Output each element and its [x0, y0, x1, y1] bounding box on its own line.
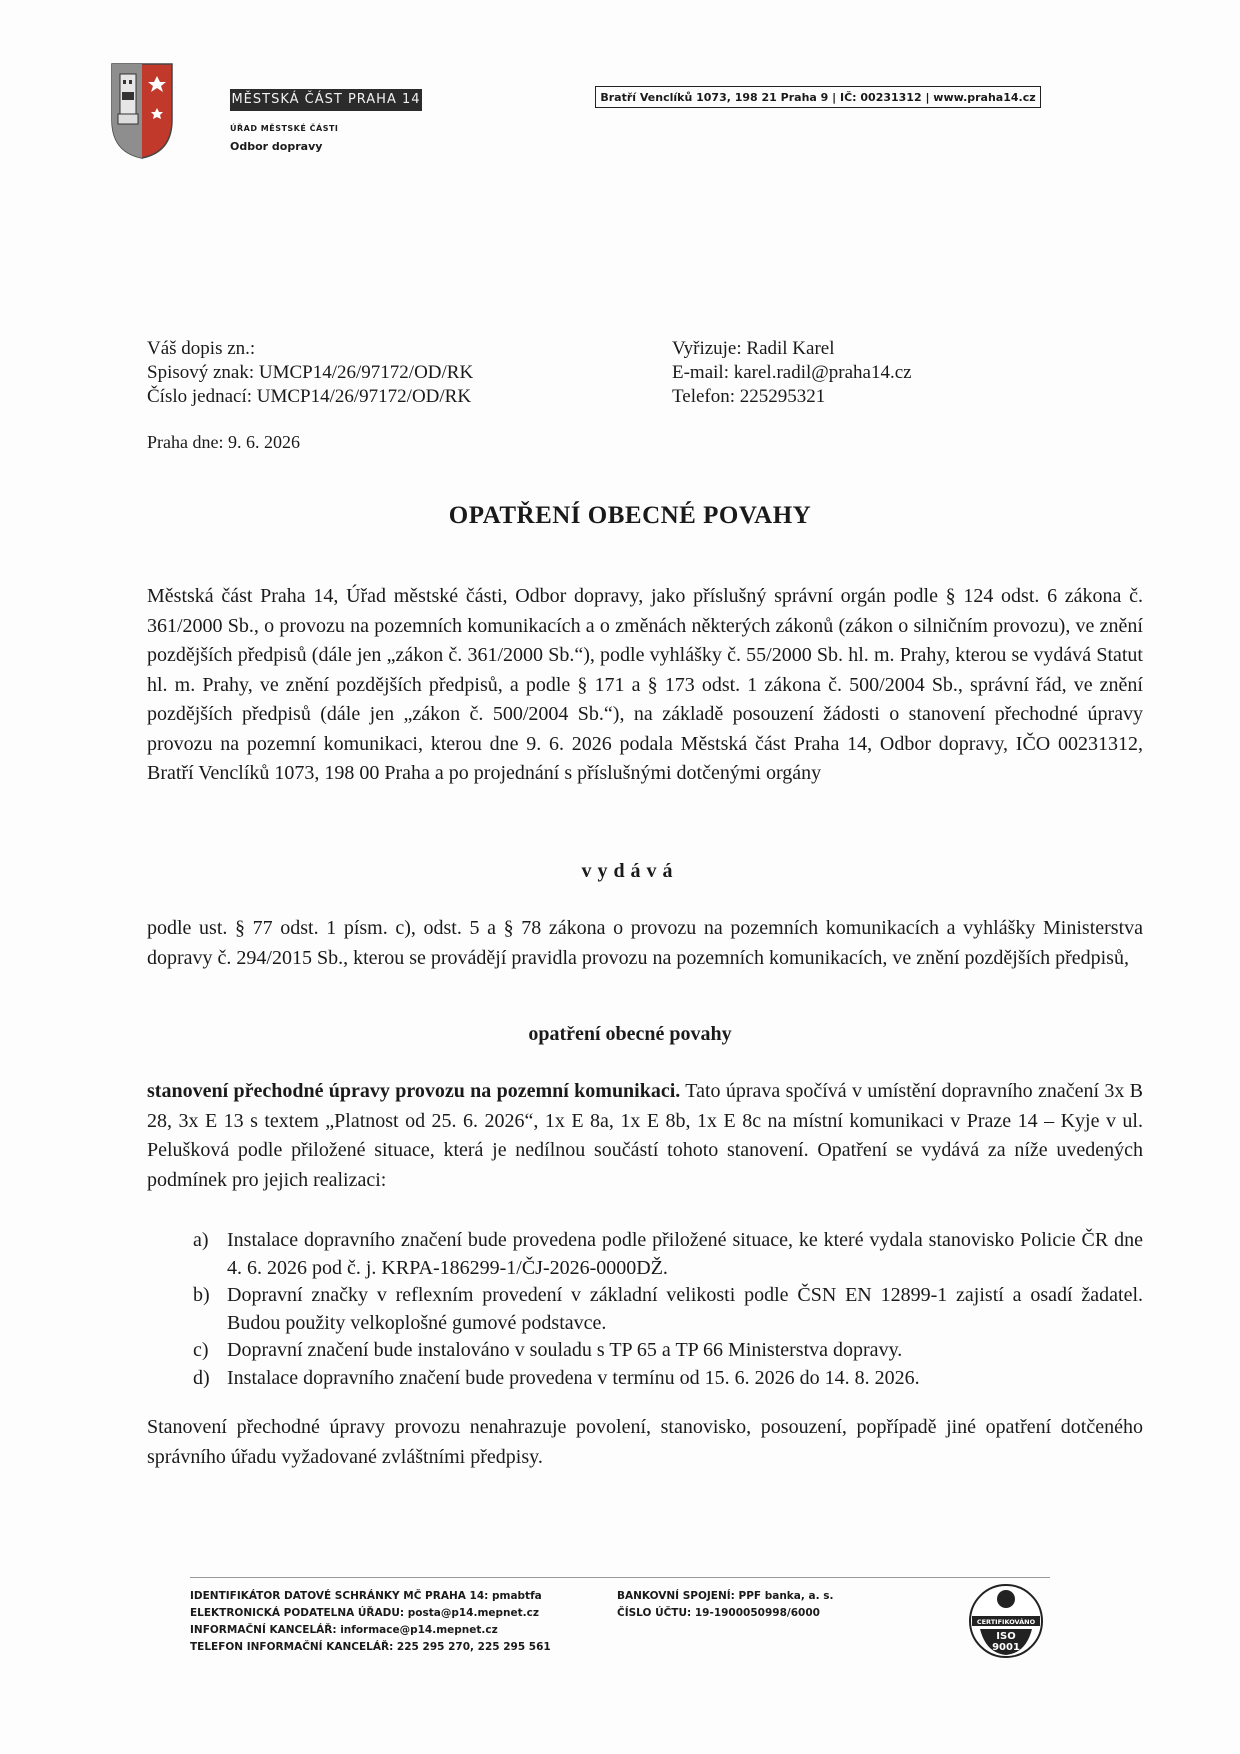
reference-line: Spisový znak: UMCP14/26/97172/OD/RK [147, 362, 474, 383]
decision-text: Tato úprava spočívá v umístění dopravního značení 3x B 28, 3x E 13 s textem „Platnost od 25. 6. 2026“, 1x E 8a, 1x E 8b, 1x E 8c na místní komunikaci v Praze 14 – Kyje v ul. Pelušková podle přiložené situace, která je nedílnou součástí tohoto stanovení. Opatření se vydává za níže uvedených podmínek pro jejich realizaci: [147, 1080, 1143, 1191]
footer-line: TELEFON INFORMAČNÍ KANCELÁŘ: 225 295 270, 225 295 561 [190, 1641, 551, 1653]
footer-line: ELEKTRONICKÁ PODATELNA ÚŘADU: posta@p14.mepnet.cz [190, 1607, 539, 1619]
reference-line: Číslo jednací: UMCP14/26/97172/OD/RK [147, 386, 472, 407]
reference-block [147, 337, 473, 409]
list-label: c) [193, 1339, 209, 1361]
list-text: Instalace dopravního značení bude provedena podle přiložené situace, ke které vydala stanovisko Policie ČR dne 4. 6. 2026 pod č. j. KRPA-186299-1/ČJ-2026-0000DŽ. [227, 1229, 1143, 1279]
conditions-list [193, 1227, 1143, 1392]
list-text: Instalace dopravního značení bude provedena v termínu od 15. 6. 2026 do 14. 8. 2026. [227, 1366, 920, 1389]
contact-block [672, 337, 912, 409]
footer-bank [617, 1588, 834, 1622]
list-item [193, 1227, 1143, 1282]
contact-line: Vyřizuje: Radil Karel [672, 338, 835, 359]
footer-line: ČÍSLO ÚČTU: 19-1900050998/6000 [617, 1607, 820, 1619]
footer-line: BANKOVNÍ SPOJENÍ: PPF banka, a. s. [617, 1590, 834, 1602]
decision-bold: stanovení přechodné úpravy provozu na pozemní komunikaci. [147, 1080, 681, 1102]
office-name: ÚŘAD MĚSTSKÉ ČÁSTI [230, 124, 339, 133]
list-item [193, 1282, 1143, 1337]
footer-contacts [190, 1588, 551, 1656]
reference-line: Váš dopis zn.: [147, 338, 256, 359]
municipality-banner: MĚSTSKÁ ČÁST PRAHA 14 [230, 89, 422, 111]
intro-paragraph: Městská část Praha 14, Úřad městské části, Odbor dopravy, jako příslušný správní orgán podle § 124 odst. 6 zákona č. 361/2000 Sb., o provozu na pozemních komunikacích a o změnách některých zákonů (zákon o silničním provozu), ve znění pozdějších předpisů (dále jen „zákon č. 361/2000 Sb.“), podle vyhlášky č. 55/2000 Sb. hl. m. Prahy, kterou se vydává Statut hl. m. Prahy, ve znění pozdějších předpisů, a podle § 171 a § 173 odst. 1 zákona č. 500/2004 Sb., správní řád, ve znění pozdějších předpisů (dále jen „zákon č. 500/2004 Sb.“), na základě posouzení žádosti o stanovení přechodné úpravy provozu na pozemní komunikaci, kterou dne 9. 6. 2026 podala Městská část Praha 14, Odbor dopravy, IČO 00231312, Bratří Venclíků 1073, 198 00 Praha a po projednání s příslušnými dotčenými orgány [147, 585, 1143, 784]
list-label: d) [193, 1366, 210, 1389]
closing-paragraph: Stanovení přechodné úpravy provozu nenahrazuje povolení, stanovisko, posouzení, popřípadě jiné opatření dotčeného správního úřadu vyžadované zvláštními předpisy. [147, 1416, 1143, 1468]
list-text: Dopravní značky v reflexním provedení v základní velikosti podle ČSN EN 12899-1 zajistí a osadí žadatel. Budou použity velkoplošné gumové podstavce. [227, 1284, 1143, 1334]
iso-badge-line: ISO [996, 1631, 1016, 1642]
iso-badge-line: CERTIFIKOVÁNO [976, 1618, 1036, 1626]
footer-line: IDENTIFIKÁTOR DATOVÉ SCHRÁNKY MČ PRAHA 14: pmabtfa [190, 1590, 542, 1602]
list-text: Dopravní značení bude instalováno v souladu s TP 65 a TP 66 Ministerstva dopravy. [227, 1339, 903, 1361]
list-item [193, 1337, 1143, 1365]
document-date: Praha dne: 9. 6. 2026 [147, 432, 300, 452]
address-box: Bratří Venclíků 1073, 198 21 Praha 9 | IČ: 00231312 | www.praha14.cz [595, 86, 1041, 108]
footer-divider [190, 1577, 1050, 1578]
iso-badge-line: 9001 [992, 1642, 1020, 1653]
document-title: OPATŘENÍ OBECNÉ POVAHY [448, 502, 812, 529]
contact-line: E-mail: karel.radil@praha14.cz [672, 362, 912, 383]
subtitle-heading: opatření obecné povahy [528, 1023, 732, 1045]
iso-badge-icon [968, 1583, 1044, 1659]
list-label: a) [193, 1229, 209, 1251]
list-item [193, 1365, 1143, 1393]
list-label: b) [193, 1284, 210, 1306]
department-name: Odbor dopravy [230, 140, 323, 153]
footer-line: INFORMAČNÍ KANCELÁŘ: informace@p14.mepnet.cz [190, 1624, 498, 1636]
decision-paragraph [147, 1077, 1143, 1195]
coat-of-arms-logo [110, 62, 174, 160]
issues-heading: vydává [581, 860, 679, 882]
contact-line: Telefon: 225295321 [672, 386, 826, 407]
legal-basis-paragraph: podle ust. § 77 odst. 1 písm. c), odst. 5 a § 78 zákona o provozu na pozemních komunikacích a vyhlášky Ministerstva dopravy č. 294/2015 Sb., kterou se provádějí pravidla provozu na pozemních komunikacích, ve znění pozdějších předpisů, [147, 917, 1143, 969]
